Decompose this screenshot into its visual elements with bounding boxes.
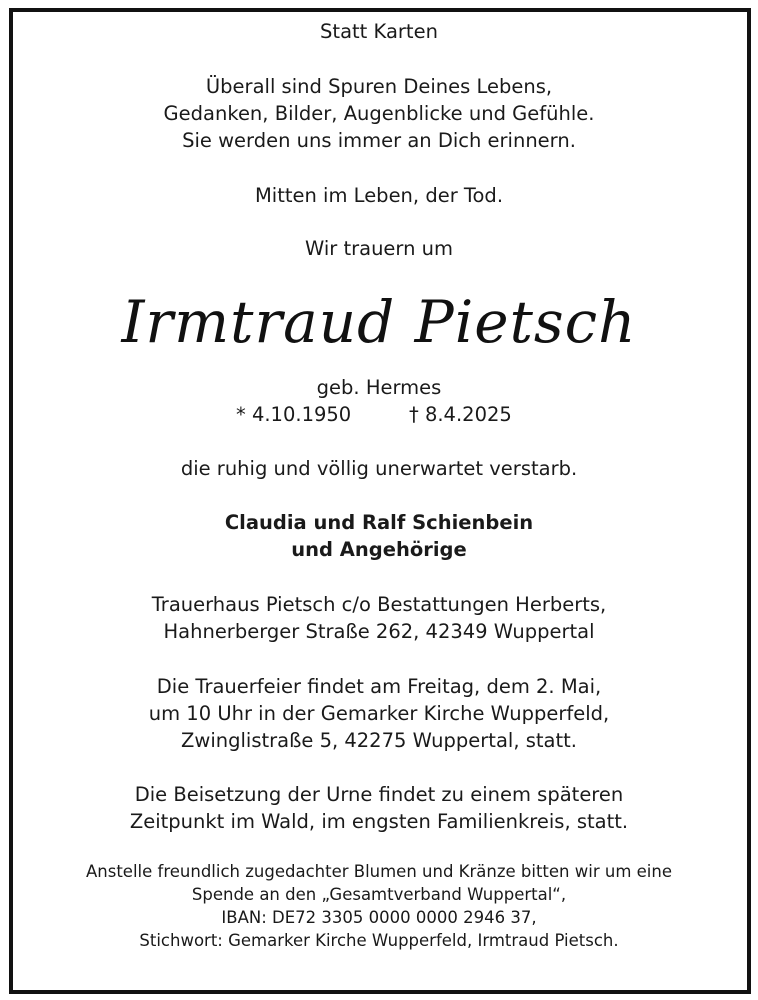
donation-line-2: Spende an den „Gesamtverband Wuppertal“, — [191, 885, 567, 904]
ceremony-line-2: um 10 Uhr in der Gemarker Kirche Wupperfeld, — [148, 702, 610, 725]
mourners-line-1: Claudia und Ralf Schienbein — [224, 511, 534, 534]
donation-line-3: IBAN: DE72 3305 0000 0000 2946 37, — [221, 908, 537, 927]
donation-line-4: Stichwort: Gemarker Kirche Wupperfeld, Irmtraud Pietsch. — [139, 931, 619, 950]
death-note: die ruhig und völlig unerwartet verstarb. — [180, 457, 578, 480]
intro-text: Wir trauern um — [304, 237, 454, 260]
death-date: † 8.4.2025 — [409, 403, 512, 426]
ceremony-line-3: Zwinglistraße 5, 42275 Wuppertal, statt. — [181, 729, 577, 752]
burial-line-1: Die Beisetzung der Urne findet zu einem späteren — [134, 783, 624, 806]
poem-line-2: Gedanken, Bilder, Augenblicke und Gefühle. — [163, 102, 595, 125]
birth-date: * 4.10.1950 — [236, 403, 352, 426]
poem-line-1: Überall sind Spuren Deines Lebens, — [205, 75, 553, 98]
poem-line-3: Sie werden uns immer an Dich erinnern. — [182, 129, 576, 152]
burial-line-2: Zeitpunkt im Wald, im engsten Familienkreis, statt. — [129, 810, 629, 833]
deceased-name: Irmtraud Pietsch — [121, 288, 637, 356]
motto: Mitten im Leben, der Tod. — [254, 184, 504, 207]
address-line-1: Trauerhaus Pietsch c/o Bestattungen Herberts, — [151, 593, 607, 616]
life-dates — [0, 403, 758, 429]
maiden-name: geb. Hermes — [316, 376, 442, 399]
mourners-line-2: und Angehörige — [291, 538, 467, 561]
notice-border — [9, 8, 751, 994]
statt-karten: Statt Karten — [320, 20, 438, 43]
ceremony-line-1: Die Trauerfeier findet am Freitag, dem 2. Mai, — [156, 675, 602, 698]
donation-line-1: Anstelle freundlich zugedachter Blumen und Kränze bitten wir um eine — [86, 862, 672, 881]
address-line-2: Hahnerberger Straße 262, 42349 Wuppertal — [163, 620, 595, 643]
